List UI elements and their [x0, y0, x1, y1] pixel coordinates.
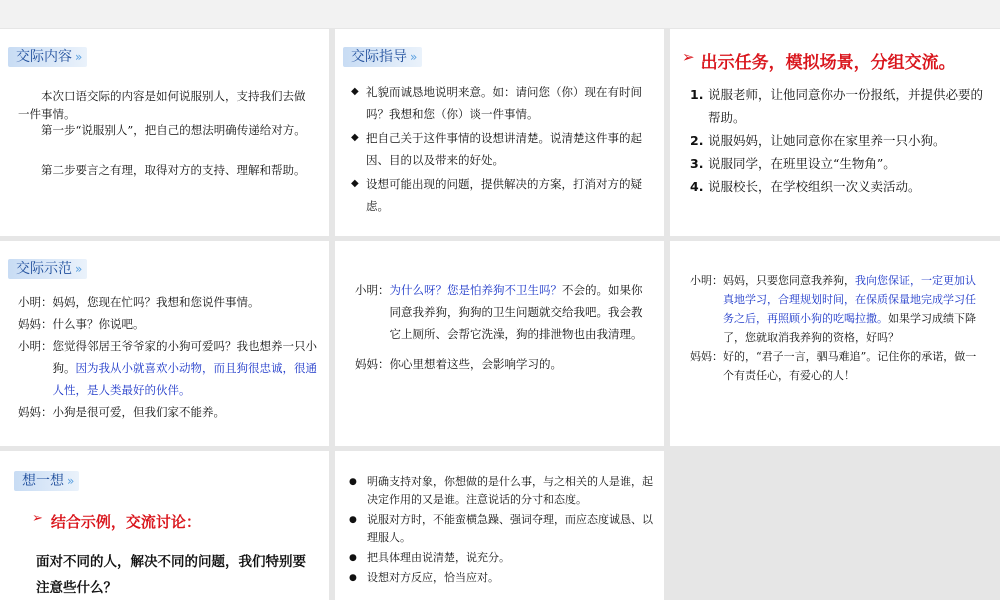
diamond-bullet-icon: ◆ — [351, 86, 359, 97]
list-item: ● 设想对方反应，恰当应对。 — [349, 569, 654, 587]
dialogue-line: 小明： 为什么呀？您是怕养狗不卫生吗？不会的。如果你同意我养狗，狗狗的卫生问题就交给我吧。我会教它上厕所、会帮它洗澡，狗的排泄物也由我清理。 — [355, 283, 643, 341]
dot-bullet-icon: ● — [349, 477, 357, 487]
dialogue-line: 小明： 妈妈，只要您同意我养狗，我向您保证，一定更加认真地学习，合理规划时间，在保质保量地完成学习任务之后，再照顾小狗的吃喝拉撒。如果学习成绩下降了，您就取消我养狗的资格，好吗？ — [690, 274, 976, 344]
dialogue-line: 小明： 妈妈，您现在忙吗？我想和您说件事情。 — [18, 295, 260, 309]
slide-content-4[interactable] — [0, 241, 329, 446]
section-tag — [8, 47, 87, 67]
paragraph: 本次口语交际的内容是如何说服别人，支持我们去做一件事情。 — [18, 89, 306, 121]
task-title: ➢ 出示任务，模拟场景，分组交流。 — [682, 48, 956, 73]
list-item: ● 明确支持对象，你想做的是什么事，与之相关的人是谁，起决定作用的又是谁。注意说话的分寸和态度。 — [349, 473, 654, 509]
dialogue-line: 妈妈： 好的，“君子一言，驷马难追”。记住你的承诺，做一个有责任心，有爱心的人！ — [690, 350, 977, 382]
dialogue-line: 妈妈： 你心里想着这些，会影响学习的。 — [355, 357, 562, 371]
empty-slot — [670, 451, 1000, 600]
section-tag — [343, 47, 422, 67]
slide-content-6[interactable] — [670, 241, 1000, 446]
paragraph: 第二步要言之有理，取得对方的支持、理解和帮助。 — [41, 163, 306, 177]
dot-bullet-icon: ● — [349, 515, 357, 525]
dialogue — [690, 271, 984, 385]
discussion-prompt: ➢ 结合示例，交流讨论： — [32, 511, 201, 531]
list-item: ◆ 礼貌而诚恳地说明来意。如：请问您（你）现在有时间吗？我想和您（你）谈一件事情。 — [351, 81, 651, 125]
question-text: 面对不同的人，解决不同的问题，我们特别要注意些什么？ — [36, 554, 306, 596]
list-item: 4. 说服校长，在学校组织一次义卖活动。 — [690, 179, 921, 194]
top-strip — [0, 0, 1000, 28]
double-chevron-icon: » — [75, 262, 80, 276]
diamond-bullet-icon: ◆ — [351, 178, 359, 189]
tag-label: 交际指导 — [351, 49, 407, 65]
dialogue — [18, 291, 318, 423]
tag-label: 想一想 — [22, 473, 64, 489]
slide-content-3[interactable] — [670, 29, 1000, 236]
dot-bullet-icon: ● — [349, 553, 357, 563]
tag-label: 交际内容 — [16, 49, 72, 65]
arrow-bullet-icon: ➢ — [682, 48, 695, 66]
section-tag — [14, 471, 79, 491]
slide-content-5[interactable] — [335, 241, 664, 446]
slide-content-8[interactable] — [335, 451, 664, 600]
dialogue-line: 妈妈： 小狗是很可爱，但我们家不能养。 — [18, 405, 225, 419]
list-item: ◆ 把自己关于这件事情的设想讲清楚。说清楚这件事的起因、目的以及带来的好处。 — [351, 127, 651, 171]
paragraph: 第一步“说服别人”，把自己的想法明确传递给对方。 — [41, 123, 306, 137]
dialogue — [355, 279, 647, 375]
dialogue-line: 小明： 您觉得邻居王爷爷家的小狗可爱吗？我也想养一只小狗。因为我从小就喜欢小动物，而且狗很忠诚，很通人性，是人类最好的伙伴。 — [18, 339, 317, 397]
list-item: 3. 说服同学，在班里设立“生物角”。 — [690, 156, 896, 171]
slide-content-7[interactable] — [0, 451, 329, 600]
tips-list — [349, 473, 654, 589]
dot-bullet-icon: ● — [349, 573, 357, 583]
double-chevron-icon: » — [67, 474, 72, 488]
tag-label: 交际示范 — [16, 261, 72, 277]
task-list — [690, 83, 990, 198]
dialogue-line: 妈妈： 什么事？你说吧。 — [18, 317, 145, 331]
slide-content-1[interactable] — [0, 29, 329, 236]
list-item: 1. 说服老师，让他同意你办一份报纸，并提供必要的帮助。 — [690, 87, 984, 125]
double-chevron-icon: » — [75, 50, 80, 64]
list-item: ● 说服对方时，不能蛮横急躁、强词夺理，而应态度诚恳、以理服人。 — [349, 511, 654, 547]
list-item: 2. 说服妈妈，让她同意你在家里养一只小狗。 — [690, 133, 946, 148]
diamond-bullet-icon: ◆ — [351, 132, 359, 143]
double-chevron-icon: » — [410, 50, 415, 64]
list-item: ◆ 设想可能出现的问题，提供解决的方案，打消对方的疑虑。 — [351, 173, 651, 217]
arrow-bullet-icon: ➢ — [32, 511, 43, 526]
slide-content-2[interactable] — [335, 29, 664, 236]
section-tag — [8, 259, 87, 279]
list-item: ● 把具体理由说清楚，说充分。 — [349, 549, 654, 567]
